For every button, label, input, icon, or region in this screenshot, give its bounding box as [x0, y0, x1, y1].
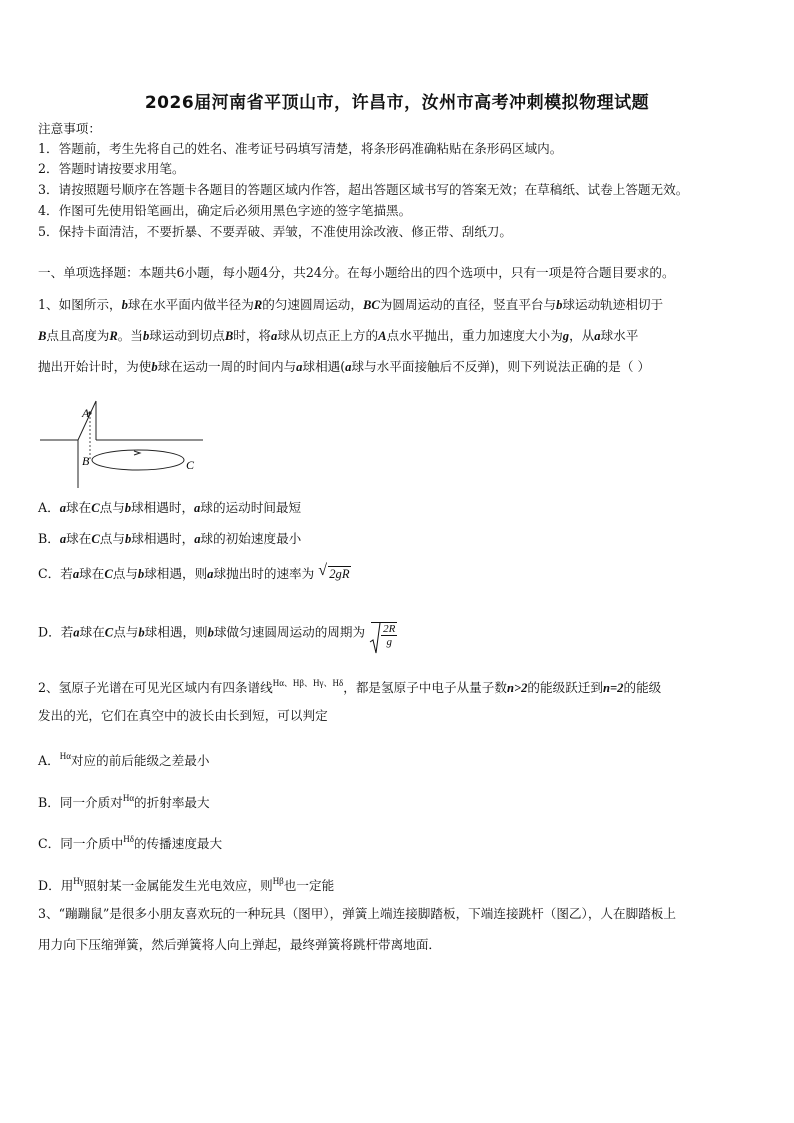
q1-line-3: 抛出开始计时，为使b球在运动一周的时间内与a球相遇(a球与水平面接触后不反弹)，则下列说法正确的是（ ）: [38, 359, 651, 374]
q2-option-d[interactable]: D．用$^{H\gamma}$照射某一金属能发生光电效应，则$^{H\beta}$也一定能: [38, 876, 335, 893]
q1-option-b[interactable]: B．a球在C点与b球相遇时，a球的初始速度最小: [38, 531, 302, 546]
q1-option-c[interactable]: C．若a球在C点与b球相遇，则a球抛出时的速率为 √ 2gR: [38, 562, 350, 581]
q2-option-b[interactable]: B．同一介质对$^{H\alpha}$的折射率最大: [38, 793, 210, 810]
sqrt-fraction: $\frac{2R}{g}$: [371, 622, 397, 648]
q1-figure: [38, 393, 208, 488]
q2-option-c[interactable]: C．同一介质中$^{H\delta}$的传播速度最大: [38, 834, 223, 851]
spectral-lines: Hα、Hβ、Hγ、Hδ: [272, 678, 344, 688]
figure-label-c: C: [186, 458, 195, 472]
sqrt-expression: √ 2gR: [318, 562, 350, 581]
figure-label-b: B: [82, 454, 90, 468]
q2-line-2: 发出的光，它们在真空中的波长由长到短，可以判定: [38, 708, 328, 723]
notes-heading: 注意事项：: [38, 121, 101, 136]
q3-line-2: 用力向下压缩弹簧，然后弹簧将人向上弹起，最终弹簧将跳杆带离地面．: [38, 937, 441, 952]
q1-line-2: B点且高度为R。当b球运动到切点B时，将a球从切点正上方的A点水平抛出，重力加速度大小为g，从a球水平: [38, 328, 639, 343]
page-title: 2026届河南省平顶山市，许昌市，汝州市高考冲刺模拟物理试题: [144, 93, 650, 113]
q1-option-a[interactable]: A．a球在C点与b球相遇时，a球的运动时间最短: [38, 500, 302, 515]
q1-option-d[interactable]: D．若a球在C点与b球相遇，则b球做匀速圆周运动的周期为 $\frac{2R}{g}$: [38, 620, 397, 646]
figure-label-a: A: [82, 406, 90, 420]
q2-line-1: 2、氢原子光谱在可见光区域内有四条谱线$^{H\alpha、H\beta、H\gamma、H\delta}$，都是氢原子中电子从量子数n>2的能级跃迁到n=2的能级: [38, 678, 662, 695]
note-item: 5．保持卡面清洁，不要折暴、不要弄破、弄皱，不准使用涂改液、修正带、刮纸刀。: [38, 224, 512, 239]
q1-line-1: 1、如图所示，b球在水平面内做半径为R的匀速圆周运动，BC为圆周运动的直径，竖直平台与b球运动轨迹相切于: [38, 297, 664, 312]
note-item: 4．作图可先使用铅笔画出，确定后必须用黑色字迹的签字笔描黑。: [38, 203, 412, 218]
section-heading: 一、单项选择题：本题共6小题，每小题4分，共24分。在每小题给出的四个选项中，只有一项是符合题目要求的。: [38, 265, 675, 280]
note-item: 2．答题时请按要求用笔。: [38, 161, 185, 176]
note-item: 1．答题前，考生先将自己的姓名、准考证号码填写清楚，将条形码准确粘贴在条形码区域内。: [38, 141, 563, 156]
note-item: 3．请按照题号顺序在答题卡各题目的答题区域内作答，超出答题区域书写的答案无效；在草稿纸、试卷上答题无效。: [38, 182, 689, 197]
q2-option-a[interactable]: A．$^{H\alpha}$对应的前后能级之差最小: [38, 751, 210, 768]
q3-line-1: 3、“蹦蹦鼠”是很多小朋友喜欢玩的一种玩具（图甲），弹簧上端连接脚踏板，下端连接跳杆（图乙），人在脚踏板上: [38, 906, 676, 921]
